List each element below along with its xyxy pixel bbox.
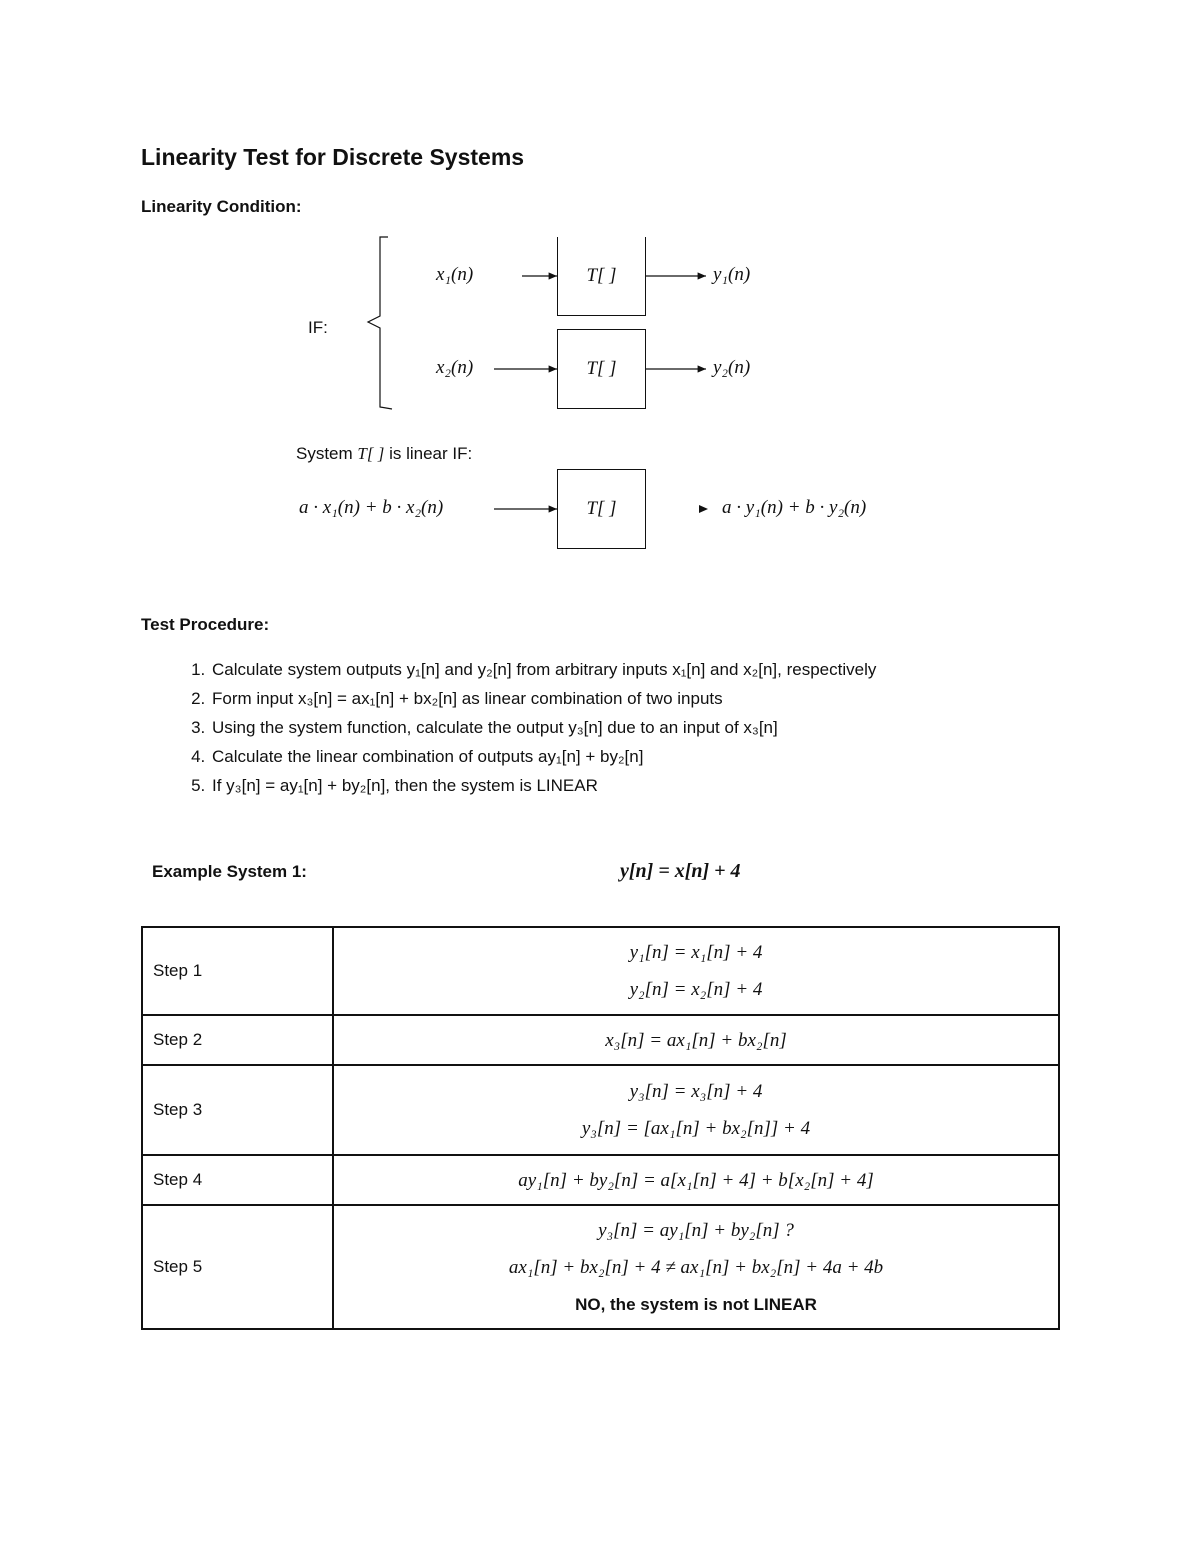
step-label: Step 3: [142, 1065, 333, 1155]
combined-input-label: a · x₁(n) + b · x₂(n): [299, 497, 444, 518]
input1-label: x₁(n): [436, 264, 474, 285]
table-row: [142, 1015, 1059, 1065]
procedure-step: 5. If y₃[n] = ay₁[n] + by₂[n], then the system is LINEAR: [210, 771, 876, 800]
if-label: IF:: [308, 318, 328, 337]
brace: [368, 237, 392, 409]
output1-label: y₁(n): [713, 264, 751, 285]
linear-if-symbol: T[ ]: [357, 444, 385, 463]
page-title: Linearity Test for Discrete Systems: [141, 144, 525, 170]
step-label: Step 4: [142, 1155, 333, 1205]
equation-line: ay₁[n] + by₂[n] = a[x₁[n] + 4] + b[x₂[n] + 4]: [518, 1169, 874, 1191]
equation-line: x₃[n] = ax₁[n] + bx₂[n]: [605, 1029, 787, 1051]
example-table: [141, 926, 1060, 1330]
procedure-list: [170, 655, 876, 800]
equation-line: y₃[n] = ay₁[n] + by₂[n] ?: [598, 1219, 794, 1241]
step-label: Step 2: [142, 1015, 333, 1065]
equation-line: y₁[n] = x₁[n] + 4: [629, 942, 763, 963]
conclusion-text: NO, the system is not LINEAR: [575, 1294, 817, 1314]
example-label: Example System 1:: [152, 862, 307, 881]
combined-output-label: a · y₁(n) + b · y₂(n): [722, 497, 867, 518]
input2-label: x₂(n): [436, 357, 474, 378]
equation-line: y₃[n] = [ax₁[n] + bx₂[n]] + 4: [581, 1118, 811, 1139]
linear-if-prefix: System: [296, 444, 353, 463]
equation-line: y₃[n] = x₃[n] + 4: [629, 1081, 763, 1102]
linearity-condition-heading: Linearity Condition:: [141, 197, 302, 216]
combined-output-arrowhead: [699, 505, 708, 513]
procedure-step: 2. Form input x₃[n] = ax₁[n] + bx₂[n] as linear combination of two inputs: [210, 684, 876, 713]
equation-line: ax₁[n] + bx₂[n] + 4 ≠ ax₁[n] + bx₂[n] + 4a + 4b: [508, 1256, 884, 1278]
system-box-1: T[ ]: [557, 237, 646, 316]
table-row: [142, 1065, 1059, 1155]
procedure-step: 3. Using the system function, calculate the output y₃[n] due to an input of x₃[n]: [210, 713, 876, 742]
output2-label: y₂(n): [713, 357, 751, 378]
step-equations: [333, 1015, 1059, 1065]
system-box-2: T[ ]: [557, 329, 646, 409]
step-label: Step 1: [142, 927, 333, 1015]
procedure-step: 1. Calculate system outputs y₁[n] and y₂[n] from arbitrary inputs x₁[n] and x₂[n], respectively: [210, 655, 876, 684]
system-box-combined: T[ ]: [557, 469, 646, 549]
step-equations: [333, 1205, 1059, 1329]
test-procedure-heading: Test Procedure:: [141, 615, 270, 634]
equation-line: y₂[n] = x₂[n] + 4: [629, 979, 763, 1000]
table-row: [142, 1155, 1059, 1205]
table-row: [142, 1205, 1059, 1329]
procedure-step: 4. Calculate the linear combination of outputs ay₁[n] + by₂[n]: [210, 742, 876, 771]
linear-if-line: [296, 444, 472, 464]
step-equations: [333, 927, 1059, 1015]
table-row: [142, 927, 1059, 1015]
linear-if-suffix: is linear IF:: [389, 444, 473, 463]
example-equation: y[n] = x[n] + 4: [620, 860, 741, 882]
step-equations: [333, 1155, 1059, 1205]
step-equations: [333, 1065, 1059, 1155]
step-label: Step 5: [142, 1205, 333, 1329]
